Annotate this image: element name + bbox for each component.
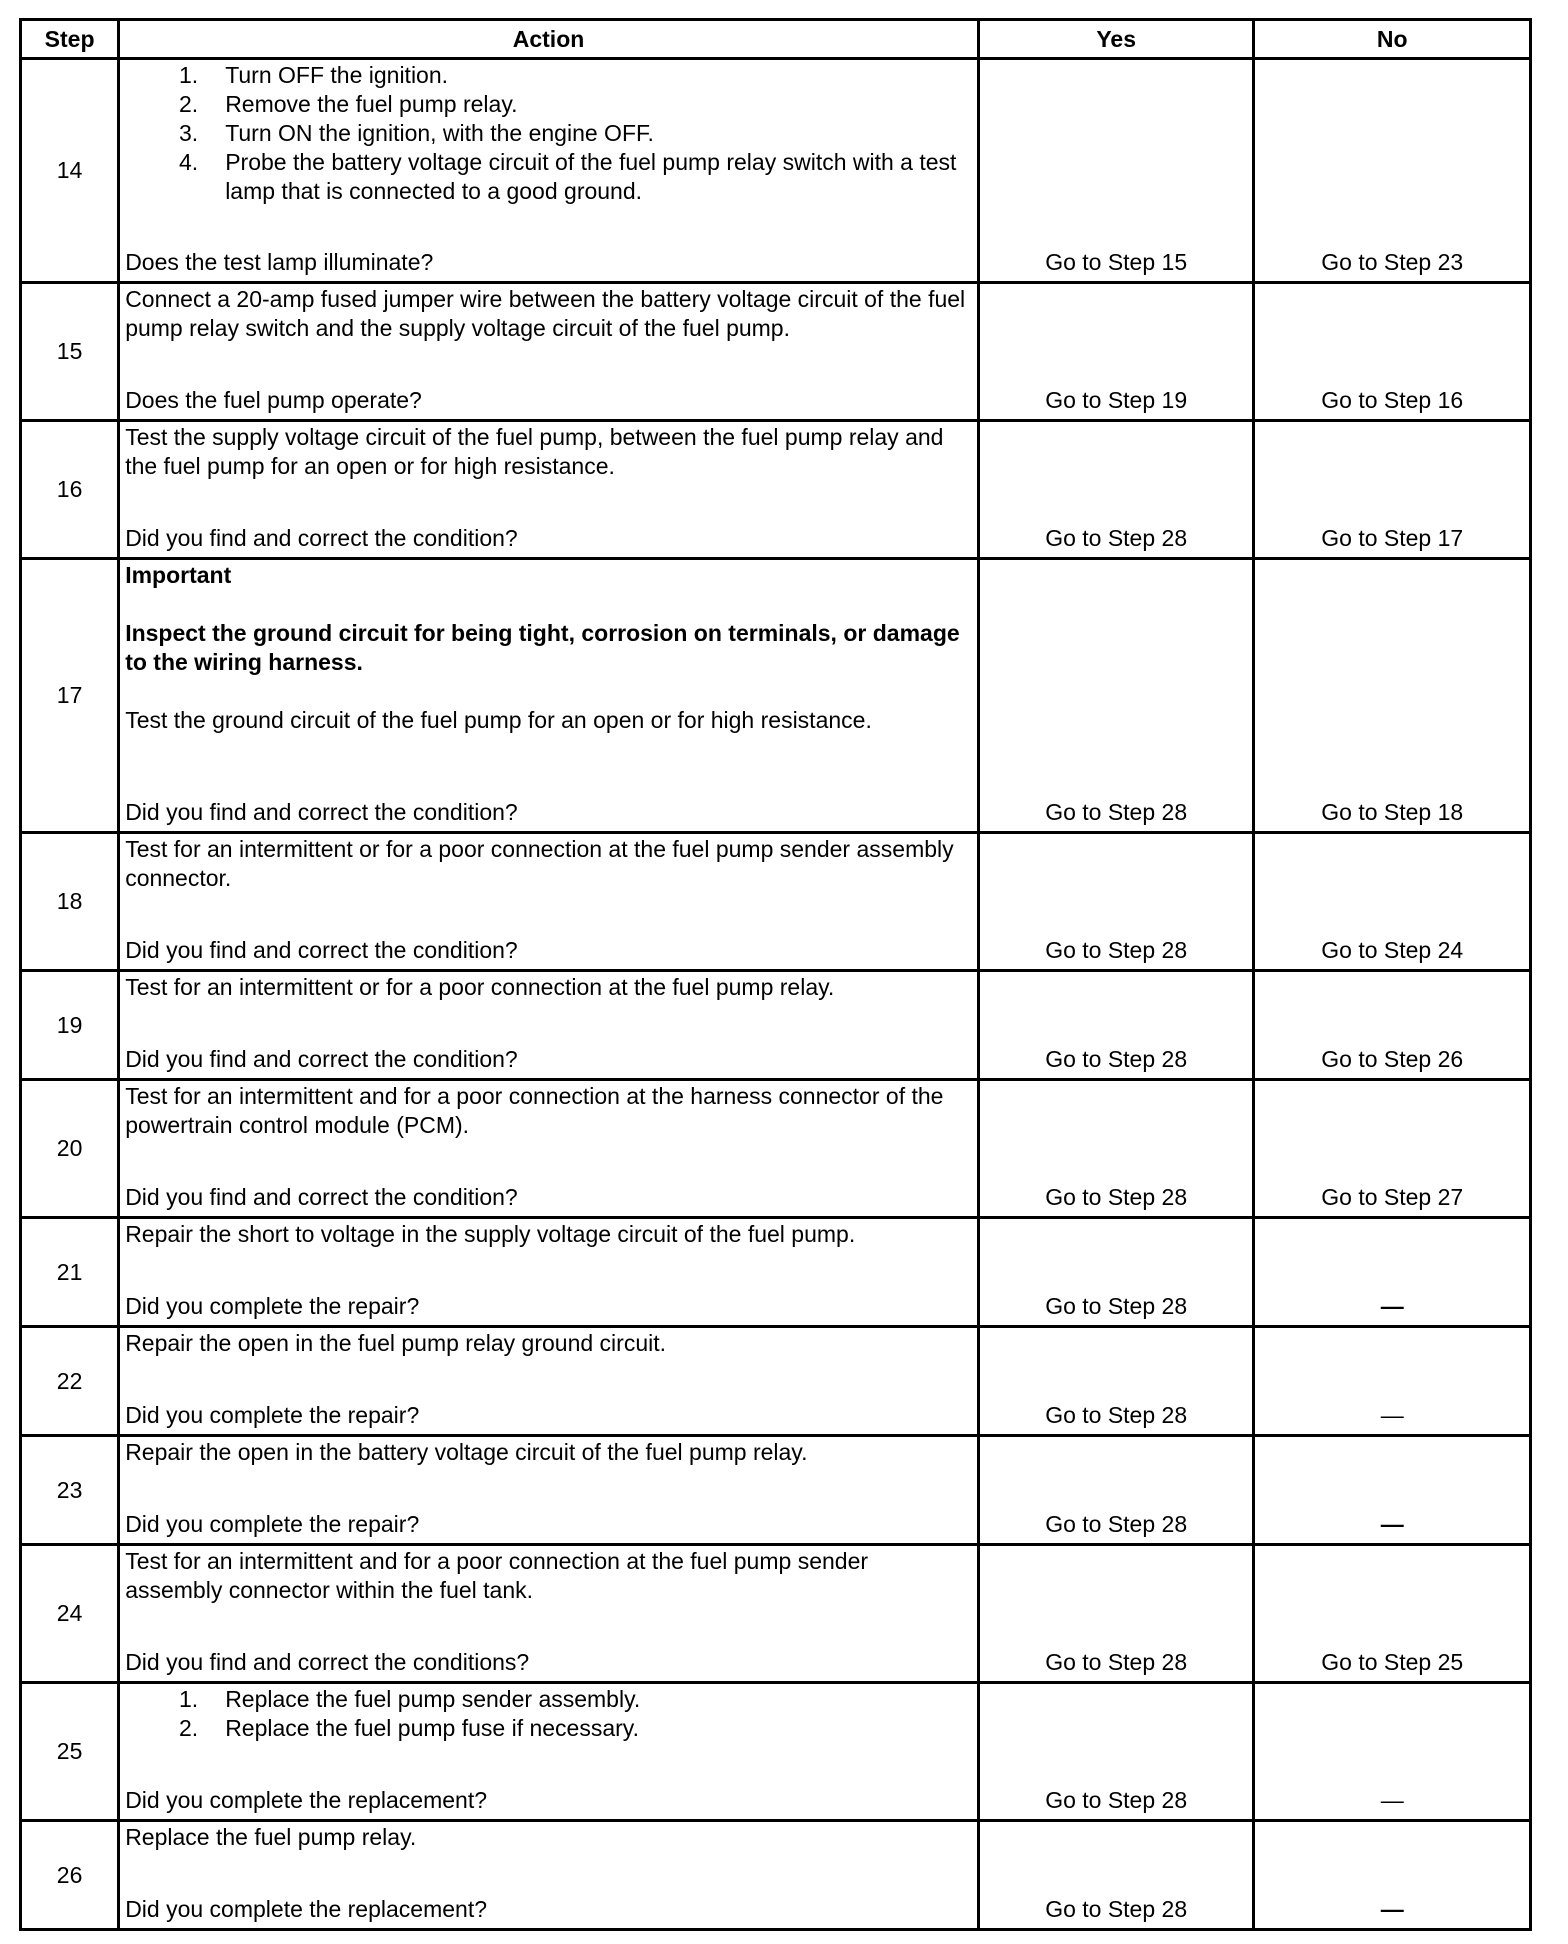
table-row bbox=[21, 59, 1531, 283]
table-row bbox=[21, 1436, 1531, 1545]
action-cell bbox=[119, 1821, 979, 1930]
step-number: 25 bbox=[21, 1683, 119, 1821]
action-text: Repair the open in the battery voltage circuit of the fuel pump relay. bbox=[125, 1439, 808, 1465]
table-row bbox=[21, 833, 1531, 971]
action-question: Does the fuel pump operate? bbox=[125, 387, 422, 413]
step-number: 17 bbox=[21, 559, 119, 833]
action-question: Did you complete the repair? bbox=[125, 1293, 420, 1319]
yes-cell: Go to Step 28 bbox=[978, 1683, 1254, 1821]
no-cell: Go to Step 17 bbox=[1254, 421, 1531, 559]
action-question: Did you find and correct the condition? bbox=[125, 1184, 518, 1210]
yes-cell: Go to Step 28 bbox=[978, 971, 1254, 1080]
diagnostic-table bbox=[19, 18, 1532, 1931]
no-cell: — bbox=[1254, 1683, 1531, 1821]
step-number: 14 bbox=[21, 59, 119, 283]
step-number: 23 bbox=[21, 1436, 119, 1545]
action-cell bbox=[119, 421, 979, 559]
action-question: Did you complete the repair? bbox=[125, 1402, 420, 1428]
step-number: 21 bbox=[21, 1218, 119, 1327]
action-question: Did you find and correct the condition? bbox=[125, 799, 518, 825]
header-step: Step bbox=[21, 20, 119, 59]
action-cell bbox=[119, 1327, 979, 1436]
header-row bbox=[21, 20, 1531, 59]
no-cell: Go to Step 26 bbox=[1254, 971, 1531, 1080]
header-action: Action bbox=[119, 20, 979, 59]
action-question: Did you find and correct the conditions? bbox=[125, 1649, 530, 1675]
list-item: 1. Replace the fuel pump sender assembly. bbox=[179, 1686, 641, 1712]
no-cell: Go to Step 27 bbox=[1254, 1080, 1531, 1218]
action-question: Does the test lamp illuminate? bbox=[125, 249, 434, 275]
no-cell: Go to Step 24 bbox=[1254, 833, 1531, 971]
table-row bbox=[21, 1821, 1531, 1930]
yes-cell: Go to Step 28 bbox=[978, 1545, 1254, 1683]
action-question: Did you find and correct the condition? bbox=[125, 1046, 518, 1072]
header-yes: Yes bbox=[978, 20, 1254, 59]
table-row bbox=[21, 1683, 1531, 1821]
action-question: Did you find and correct the condition? bbox=[125, 937, 518, 963]
list-item: 4. Probe the battery voltage circuit of the fuel pump relay switch with a test lamp that is connected to a good ground. bbox=[179, 149, 957, 204]
action-question: Did you complete the replacement? bbox=[125, 1787, 487, 1813]
yes-cell: Go to Step 28 bbox=[978, 421, 1254, 559]
yes-cell: Go to Step 28 bbox=[978, 1218, 1254, 1327]
yes-cell: Go to Step 28 bbox=[978, 559, 1254, 833]
action-text: Repair the open in the fuel pump relay ground circuit. bbox=[125, 1330, 667, 1356]
action-cell bbox=[119, 1218, 979, 1327]
action-cell bbox=[119, 283, 979, 421]
action-list bbox=[125, 1685, 971, 1743]
step-number: 18 bbox=[21, 833, 119, 971]
step-number: 22 bbox=[21, 1327, 119, 1436]
action-cell bbox=[119, 971, 979, 1080]
no-cell: Go to Step 23 bbox=[1254, 59, 1531, 283]
table-row bbox=[21, 283, 1531, 421]
step-number: 16 bbox=[21, 421, 119, 559]
step-number: 26 bbox=[21, 1821, 119, 1930]
step-number: 20 bbox=[21, 1080, 119, 1218]
action-text: Test the supply voltage circuit of the fuel pump, between the fuel pump relay and the fuel pump for an open or for high resistance. bbox=[125, 424, 944, 479]
action-text: Connect a 20-amp fused jumper wire between the battery voltage circuit of the fuel pump relay switch and the supply voltage circuit of the fuel pump. bbox=[125, 286, 966, 341]
action-cell bbox=[119, 1436, 979, 1545]
no-cell: Go to Step 16 bbox=[1254, 283, 1531, 421]
action-text: Test for an intermittent and for a poor connection at the harness connector of the powertrain control module (PCM). bbox=[125, 1083, 944, 1138]
action-question: Did you complete the repair? bbox=[125, 1511, 420, 1537]
action-text: Test the ground circuit of the fuel pump for an open or for high resistance. bbox=[125, 707, 872, 733]
action-question: Did you complete the replacement? bbox=[125, 1896, 487, 1922]
action-text: Repair the short to voltage in the supply voltage circuit of the fuel pump. bbox=[125, 1221, 856, 1247]
step-number: 24 bbox=[21, 1545, 119, 1683]
no-cell: Go to Step 25 bbox=[1254, 1545, 1531, 1683]
action-cell bbox=[119, 1545, 979, 1683]
table-row bbox=[21, 971, 1531, 1080]
important-text: Inspect the ground circuit for being tight, corrosion on terminals, or damage to the wiring harness. bbox=[125, 620, 960, 675]
step-number: 15 bbox=[21, 283, 119, 421]
action-list bbox=[125, 61, 971, 206]
action-question: Did you find and correct the condition? bbox=[125, 525, 518, 551]
yes-cell: Go to Step 19 bbox=[978, 283, 1254, 421]
step-number: 19 bbox=[21, 971, 119, 1080]
no-cell: Go to Step 18 bbox=[1254, 559, 1531, 833]
action-cell bbox=[119, 1683, 979, 1821]
table-row bbox=[21, 1218, 1531, 1327]
table-row bbox=[21, 1327, 1531, 1436]
important-label: Important bbox=[125, 562, 232, 588]
action-cell bbox=[119, 559, 979, 833]
action-cell bbox=[119, 833, 979, 971]
action-cell bbox=[119, 1080, 979, 1218]
header-no: No bbox=[1254, 20, 1531, 59]
action-text: Test for an intermittent or for a poor connection at the fuel pump relay. bbox=[125, 974, 835, 1000]
action-cell bbox=[119, 59, 979, 283]
table-row bbox=[21, 1545, 1531, 1683]
yes-cell: Go to Step 28 bbox=[978, 1436, 1254, 1545]
no-cell: — bbox=[1254, 1218, 1531, 1327]
action-text: Test for an intermittent or for a poor connection at the fuel pump sender assembly connector. bbox=[125, 836, 954, 891]
list-item: 1. Turn OFF the ignition. bbox=[179, 62, 449, 88]
no-cell: — bbox=[1254, 1327, 1531, 1436]
list-item: 2. Remove the fuel pump relay. bbox=[179, 91, 518, 117]
no-cell: — bbox=[1254, 1436, 1531, 1545]
yes-cell: Go to Step 28 bbox=[978, 833, 1254, 971]
list-item: 3. Turn ON the ignition, with the engine OFF. bbox=[179, 120, 654, 146]
action-text: Replace the fuel pump relay. bbox=[125, 1824, 417, 1850]
yes-cell: Go to Step 28 bbox=[978, 1821, 1254, 1930]
action-text: Test for an intermittent and for a poor connection at the fuel pump sender assembly connector within the fuel tank. bbox=[125, 1548, 869, 1603]
table-row bbox=[21, 1080, 1531, 1218]
table-row bbox=[21, 421, 1531, 559]
yes-cell: Go to Step 15 bbox=[978, 59, 1254, 283]
yes-cell: Go to Step 28 bbox=[978, 1080, 1254, 1218]
table-row bbox=[21, 559, 1531, 833]
no-cell: — bbox=[1254, 1821, 1531, 1930]
yes-cell: Go to Step 28 bbox=[978, 1327, 1254, 1436]
list-item: 2. Replace the fuel pump fuse if necessary. bbox=[179, 1715, 639, 1741]
